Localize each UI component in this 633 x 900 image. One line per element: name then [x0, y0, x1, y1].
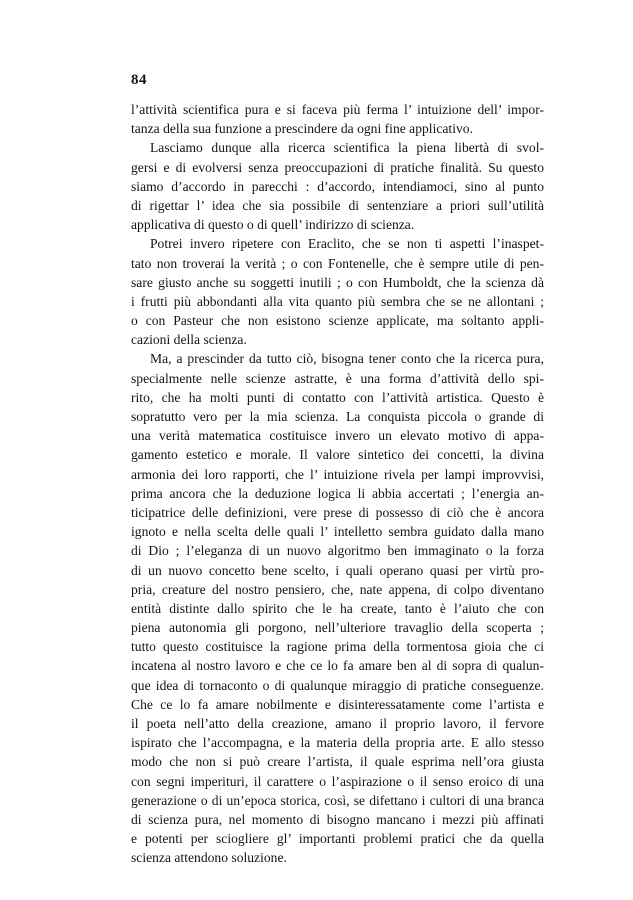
- text-line: e potenti per sciogliere gl’ importanti problemi pratici che da quella: [131, 831, 544, 847]
- text-line: gamento estetico e morale. Il valore sintetico dei concetti, la divina: [131, 447, 544, 463]
- text-line: il poeta nell’atto della creazione, amano il proprio lavoro, il fervore: [131, 716, 544, 731]
- text-line: o con Pasteur che non esistono scienze applicate, ma soltanto appli-: [131, 313, 544, 329]
- text-line: entità distinte dallo spirito che le ha create, tanto è l’aiuto che con: [131, 600, 544, 616]
- text-line: ticipatrice delle definizioni, vere prese di possesso di ciò che è ancora: [131, 504, 544, 520]
- text-line: l’attività scientifica pura e si faceva più ferma l’ intuizione dell’ impor-: [131, 102, 544, 117]
- text-line: di rigettar l’ idea che sia possibile di sentenziare a priori sull’utilità: [131, 197, 544, 213]
- text-line: tato non troverai la verità ; o con Fontenelle, che è sempre utile di pen-: [131, 255, 544, 271]
- text-line: pria, creature del nostro pensiero, che, nate appena, di colpo diventano: [131, 581, 544, 597]
- text-line: rito, che ha molti punti di contatto con l’attività artistica. Questo è: [131, 389, 544, 405]
- text-line: i frutti più abbondanti alla vita quanto più sembra che se ne allontani ;: [131, 293, 544, 309]
- text-line: gersi e di evolversi senza preoccupazioni di pratiche finalità. Su questo: [131, 159, 544, 175]
- text-line: sopratutto vero per la mia scienza. La conquista piccola o grande di: [131, 409, 544, 424]
- text-line: ignoto e nella scelta delle quali l’ intelletto sembra guidato dalla mano: [131, 524, 544, 540]
- text-line: prima ancora che la deduzione logica li abbia accertati ; l’energia an-: [131, 485, 544, 501]
- text-line: con segni imperituri, il carattere o l’aspirazione o il senso eroico di una: [131, 773, 544, 789]
- text-line: di Dio ; l’eleganza di un nuovo algoritmo ben immaginato o la forza: [131, 543, 544, 559]
- page-number: 84: [131, 72, 147, 88]
- body-text: [131, 100, 544, 868]
- text-line: tanza della sua funzione a prescindere da ogni fine applicativo.: [131, 121, 473, 137]
- text-line: armonia dei loro rapporti, che l’ intuizione rivela per lampi improvvisi,: [131, 466, 544, 482]
- text-line: incatena al nostro lavoro e che ce lo fa amare ben al di sopra di qualun-: [131, 658, 544, 674]
- text-line: applicativa di questo o di quell’ indirizzo di scienza.: [131, 217, 415, 233]
- text-line: una verità matematica costituisce invero un elevato motivo di appa-: [131, 428, 544, 444]
- text-line: scienza attendono soluzione.: [131, 850, 287, 866]
- text-line: Lasciamo dunque alla ricerca scientifica la piena libertà di svol-: [150, 140, 544, 156]
- text-line: tutto questo costituisce la ragione prima della tormentosa gioia che ci: [131, 639, 544, 655]
- text-line: di scienza pura, nel momento di bisogno mancano i mezzi più affinati: [131, 811, 544, 827]
- text-line: di un nuovo concetto bene scelto, i quali operano quasi per virtù pro-: [131, 562, 544, 578]
- text-line: piena autonomia gli porgono, nell’ulteriore travaglio della scoperta ;: [131, 620, 544, 636]
- text-line: Potrei invero ripetere con Eraclito, che se non ti aspetti l’inaspet-: [150, 236, 544, 252]
- text-line: ispirato che l’accompagna, e la materia della propria arte. E allo stesso: [131, 735, 544, 751]
- text-line: sare giusto anche su soggetti inutili ; o con Humboldt, che la scienza dà: [131, 274, 544, 290]
- text-line: generazione o di un’epoca storica, così, se difettano i cultori di una branca: [131, 792, 544, 808]
- text-line: siamo d’accordo in parecchi : d’accordo, intendiamoci, sino al punto: [131, 178, 544, 194]
- text-line: que idea di tornaconto o di qualunque miraggio di pratiche conseguenze.: [131, 677, 544, 693]
- text-line: modo che non si può creare l’artista, il quale esprima nell’ora giusta: [131, 754, 544, 770]
- text-line: Che ce lo fa amare nobilmente e disinteressatamente come l’artista e: [131, 696, 544, 712]
- text-line: cazioni della scienza.: [131, 332, 247, 348]
- text-line: Ma, a prescinder da tutto ciò, bisogna tener conto che la ricerca pura,: [150, 351, 544, 367]
- text-line: specialmente nelle scienze astratte, è una forma d’attività dello spi-: [131, 370, 544, 386]
